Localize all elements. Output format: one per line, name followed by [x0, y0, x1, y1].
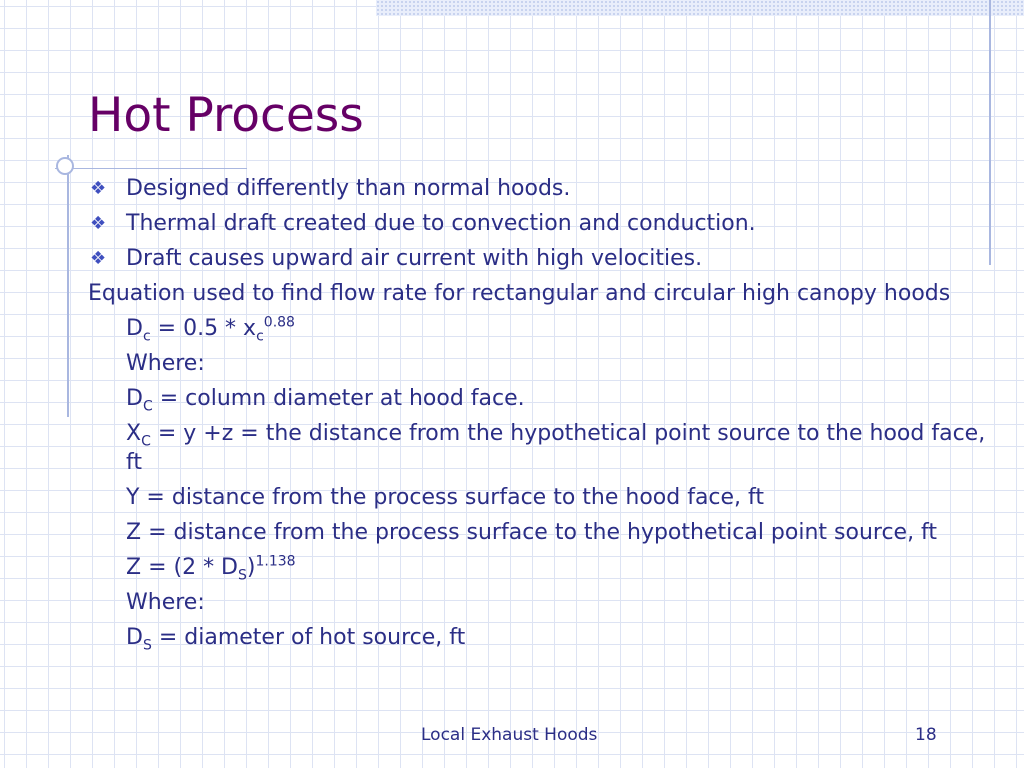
footer-label: Local Exhaust Hoods	[421, 725, 598, 745]
where-label: Where:	[126, 351, 205, 376]
bullet-text: Designed differently than normal hoods.	[126, 176, 571, 201]
ds-definition: $D_S$ = diameter of hot source, ft	[126, 625, 466, 654]
bullet-text: Thermal draft created due to convection and conduction.	[126, 211, 756, 236]
bullet-item	[88, 174, 988, 203]
diamond-bullet-icon: ❖	[90, 248, 107, 269]
right-accent-line	[989, 0, 991, 265]
where-label: Where:	[126, 590, 205, 615]
slide-title: Hot Process	[88, 88, 364, 143]
dc-definition: $D_C$ = column diameter at hood face.	[126, 386, 525, 415]
left-accent-line	[67, 155, 69, 417]
bullet-text: Draft causes upward air current with high velocities.	[126, 246, 703, 271]
slide-body	[88, 174, 988, 658]
bullet-item	[88, 209, 988, 238]
y-definition: Y = distance from the process surface to the hood face, ft	[126, 485, 765, 510]
title-underline	[55, 168, 247, 169]
diamond-bullet-icon: ❖	[90, 213, 107, 234]
diamond-bullet-icon: ❖	[90, 178, 107, 199]
equation-intro: Equation used to find flow rate for rectangular and circular high canopy hoods	[88, 281, 951, 306]
page-number: 18	[915, 725, 937, 745]
bullet-item	[88, 244, 988, 273]
accent-circle	[56, 157, 74, 175]
xc-definition: $X_C = y +z$ = the distance from the hypothetical point source to the hood face, ft	[126, 421, 986, 475]
z-definition: Z = distance from the process surface to the hypothetical point source, ft	[126, 520, 938, 545]
top-decorative-band	[376, 0, 1024, 16]
z-equation: $Z = (2 * D_S)^{1.138}$	[126, 553, 296, 584]
dc-equation: $D_c = 0.5 * x_c^{0.88}$	[126, 314, 295, 345]
